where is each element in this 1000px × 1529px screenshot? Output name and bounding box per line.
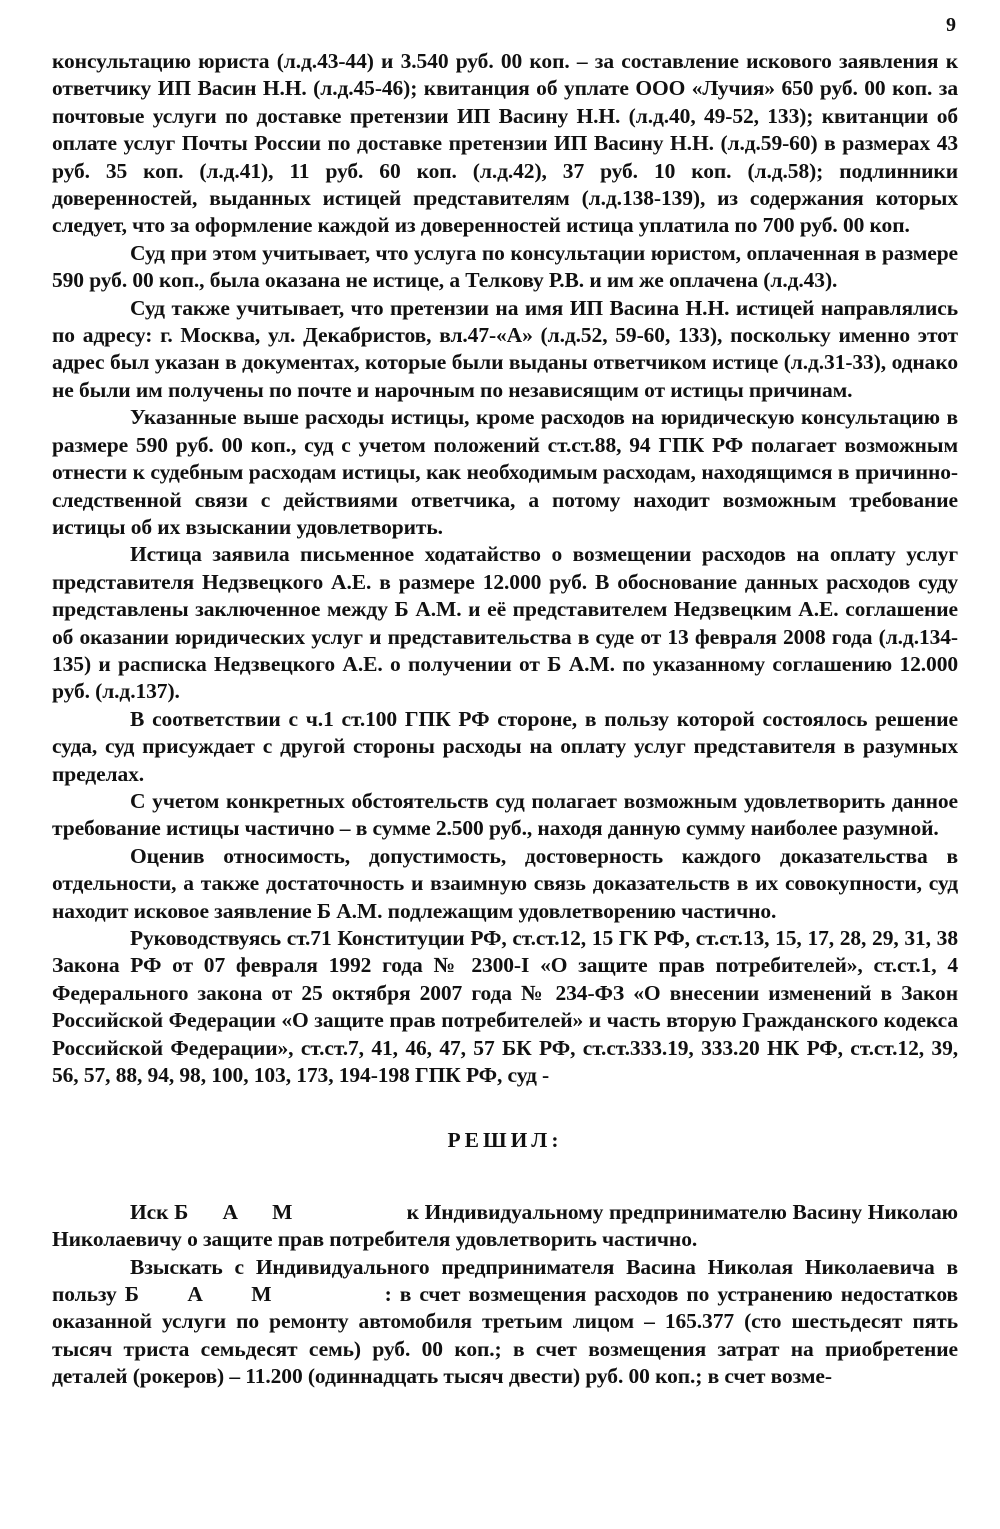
paragraph: Оценив относимость, допустимость, достоверность каждого доказательства в отдельности, а также достаточность и взаимную связь доказательств в их совокупности, суд находит исковое заявление Б А.М. подлежащим удовлетворению частично.	[52, 843, 958, 923]
paragraph: В соответствии с ч.1 ст.100 ГПК РФ стороне, в пользу которой состоялось решение суда, суд присуждает с другой стороны расходы на оплату услуг представителя в разумных пределах.	[52, 706, 958, 786]
document-body	[52, 48, 964, 1391]
paragraph: Указанные выше расходы истицы, кроме расходов на юридическую консультацию в размере 590 руб. 00 коп., суд с учетом положений ст.ст.88, 94 ГПК РФ полагает возможным отнести к судебным расходам истицы, как необходимым расходам, находящимся в причинно-следственной связи с действиями ответчика, а потому находит возможным требование истицы об их взыскании удовлетворить.	[52, 405, 958, 539]
decision-paragraph: Взыскать с Индивидуального предпринимателя Васина Николая Николаевича в пользу Б А М : в счет возмещения расходов по устранению недостатков оказанной услуги по ремонту автомобиля третьим лицом – 165.377 (сто шестьдесят пять тысяч триста семьдесят семь) руб. 00 коп.; в счет возмещения затрат на приобретение деталей (рокеров) – 11.200 (одиннадцать тысяч двести) руб. 00 коп.; в счет возме-	[52, 1254, 964, 1389]
paragraph: Руководствуясь ст.71 Конституции РФ, ст.ст.12, 15 ГК РФ, ст.ст.13, 15, 17, 28, 29, 31, 38 Закона РФ от 07 февраля 1992 года № 2300-I «О защите прав потребителей», ст.ст.1, 4 Федерального закона от 25 октября 2007 года № 234-ФЗ «О внесении изменений в Закон Российской Федерации «О защите прав потребителей» и часть вторую Гражданского кодекса Российской Федерации», ст.ст.7, 41, 46, 47, 57 БК РФ, ст.ст.333.19, 333.20 НК РФ, ст.ст.12, 39, 56, 57, 88, 94, 98, 100, 103, 173, 194-198 ГПК РФ, суд -	[52, 926, 958, 1088]
paragraph: С учетом конкретных обстоятельств суд полагает возможным удовлетворить данное требование истицы частично – в сумме 2.500 руб., находя данную сумму наиболее разумной.	[52, 788, 958, 841]
page-number: 9	[946, 14, 956, 36]
paragraph: Истица заявила письменное ходатайство о возмещении расходов на оплату услуг представителя Недзвецкого А.Е. в размере 12.000 руб. В обоснование данных расходов суду представлены заключенное между Б А.М. и её представителем Недзвецким А.Е. соглашение об оказании юридических услуг и представительства в суде от 13 февраля 2008 года (л.д.134-135) и расписка Недзвецкого А.Е. о получении от Б А.М. по указанному соглашению 12.000 руб. (л.д.137).	[52, 542, 958, 704]
paragraph: Суд при этом учитывает, что услуга по консультации юристом, оплаченная в размере 590 руб. 00 коп., была оказана не истице, а Телкову Р.В. и им же оплачена (л.д.43).	[52, 240, 958, 293]
decision-heading: РЕШИЛ:	[447, 1128, 563, 1153]
paragraph-continuation: консультацию юриста (л.д.43-44) и 3.540 руб. 00 коп. – за составление искового заявления к ответчику ИП Васин Н.Н. (л.д.45-46); квитанция об уплате ООО «Лучия» 650 руб. 00 коп. за почтовые услуги по доставке претензии ИП Васину Н.Н. (л.д.40, 49-52, 133); квитанции об оплате услуг Почты России по доставке претензии ИП Васину Н.Н. (л.д.59-60) в размерах 43 руб. 35 коп. (л.д.41), 11 руб. 60 коп. (л.д.42), 37 руб. 10 коп. (л.д.58); подлинники доверенностей, выданных истицей представителям (л.д.138-139), из содержания которых следует, что за оформление каждой из доверенностей истица уплатила по 700 руб. 00 коп.	[52, 49, 958, 238]
paragraph: Суд также учитывает, что претензии на имя ИП Васина Н.Н. истицей направлялись по адресу: г. Москва, ул. Декабристов, вл.47-«А» (л.д.52, 59-60, 133), поскольку именно этот адрес был указан в документах, которые были выданы ответчиком истице (л.д.31-33), однако не были им получены по почте и нарочным по независящим от истицы причинам.	[52, 295, 958, 402]
decision-paragraph: Иск Б А М к Индивидуальному предпринимателю Васину Николаю Николаевичу о защите прав потребителя удовлетворить частично.	[52, 1199, 964, 1252]
